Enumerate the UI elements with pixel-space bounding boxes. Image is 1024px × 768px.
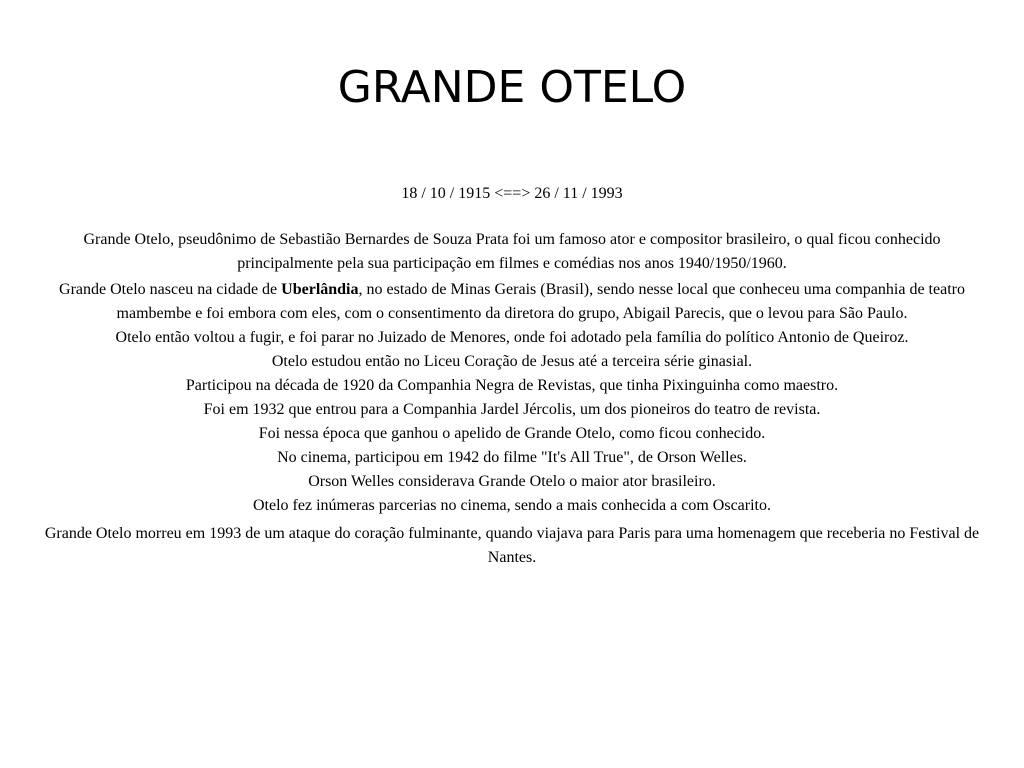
- biography-line: Foi nessa época que ganhou o apelido de Grande Otelo, como ficou conhecido.: [258, 425, 766, 442]
- life-dates: 18 / 10 / 1915 <==> 26 / 11 / 1993: [401, 185, 623, 202]
- biography-line: Participou na década de 1920 da Companhia Negra de Revistas, que tinha Pixinguinha como maestro.: [185, 377, 839, 394]
- biography-line: Foi em 1932 que entrou para a Companhia Jardel Jércolis, um dos pioneiros do teatro de revista.: [203, 401, 821, 418]
- death-paragraph: Grande Otelo morreu em 1993 de um ataque do coração fulminante, quando viajava para Paris para uma homenagem que receberia no Festival de Nantes.: [44, 525, 980, 566]
- birth-paragraph: [40, 278, 984, 326]
- biography-line: Orson Welles considerava Grande Otelo o maior ator brasileiro.: [308, 473, 716, 490]
- birth-text-start: Grande Otelo nasceu na cidade de: [59, 281, 282, 298]
- biography-line: Otelo fez inúmeras parcerias no cinema, sendo a mais conhecida a com Oscarito.: [252, 497, 771, 514]
- biography-line: No cinema, participou em 1942 do filme "It's All True", de Orson Welles.: [277, 449, 747, 466]
- slide-body: [40, 182, 984, 570]
- slide-title: GRANDE OTELO: [337, 62, 687, 113]
- biography-line: Otelo então voltou a fugir, e foi parar no Juizado de Menores, onde foi adotado pela família do político Antonio de Queiroz.: [115, 329, 909, 346]
- biography-line: Otelo estudou então no Liceu Coração de Jesus até a terceira série ginasial.: [271, 353, 753, 370]
- birth-city: Uberlândia: [281, 281, 359, 298]
- birth-text-end: , no estado de Minas Gerais (Brasil), sendo nesse local que conheceu uma companhia de teatro mambembe e foi embora com eles, com o consentimento da diretora do grupo, Abigail Parecis, que o levou para São Paulo.: [116, 281, 965, 322]
- intro-paragraph: Grande Otelo, pseudônimo de Sebastião Bernardes de Souza Prata foi um famoso ator e compositor brasileiro, o qual ficou conhecido principalmente pela sua participação em filmes e comédias nos anos 1940/1950/1960.: [83, 231, 941, 272]
